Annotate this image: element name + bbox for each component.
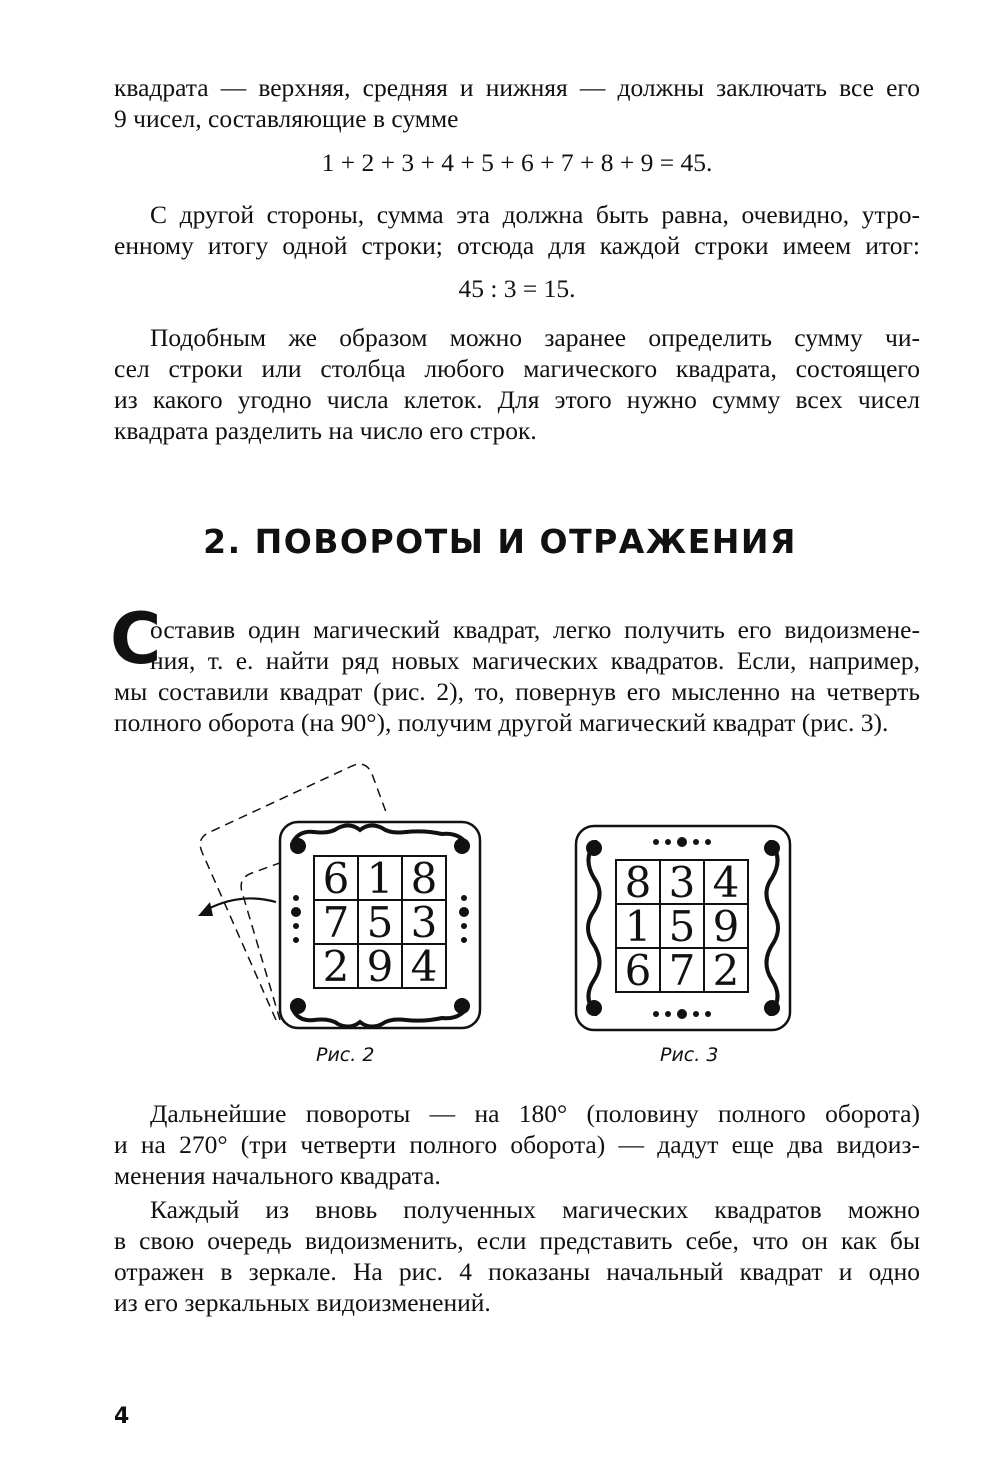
grid-digit: 8 bbox=[410, 854, 438, 903]
sum-formula: 1 + 2 + 3 + 4 + 5 + 6 + 7 + 8 + 9 = 45. bbox=[321, 148, 713, 177]
figure-2-caption: Рис. 2 bbox=[316, 1044, 375, 1066]
grid-digit: 9 bbox=[712, 902, 740, 951]
division-formula: 45 : 3 = 15. bbox=[458, 274, 576, 303]
text-line: из его зеркальных видоизменений. bbox=[114, 1288, 491, 1317]
grid-digit: 4 bbox=[712, 858, 740, 907]
intro-paragraph bbox=[114, 72, 920, 134]
grid-digit: 7 bbox=[322, 898, 350, 947]
paragraph-reflections bbox=[114, 1194, 920, 1318]
text-line: оставив один магический квадрат, легко получить его видоизмене- bbox=[150, 615, 920, 644]
section-paragraph bbox=[114, 676, 920, 738]
grid-digit: 5 bbox=[366, 898, 394, 947]
grid-digit: 7 bbox=[668, 946, 696, 995]
text-line: в свою очередь видоизменить, если представить себе, что он как бы bbox=[114, 1226, 920, 1255]
grid-digit: 2 bbox=[322, 942, 350, 991]
text-line: квадрата — верхняя, средняя и нижняя — должны заключать все его bbox=[114, 73, 920, 102]
rotation-arrow bbox=[206, 898, 276, 910]
paragraph-rotations bbox=[114, 1098, 920, 1191]
grid-digit: 6 bbox=[624, 946, 652, 995]
section-heading: 2. ПОВОРОТЫ И ОТРАЖЕНИЯ bbox=[203, 522, 797, 561]
grid-digit: 4 bbox=[410, 942, 438, 991]
text-line: и на 270° (три четверти полного оборота) — дадут еще два видоиз- bbox=[114, 1130, 920, 1159]
grid-digit: 8 bbox=[624, 858, 652, 907]
figure-3-magic-square bbox=[570, 818, 796, 1034]
grid-digit: 1 bbox=[624, 902, 652, 951]
grid-digit: 1 bbox=[366, 854, 394, 903]
text-line: Дальнейшие повороты — на 180° (половину полного оборота) bbox=[150, 1099, 920, 1128]
text-line: ния, т. е. найти ряд новых магических квадратов. Если, например, bbox=[150, 646, 920, 675]
text-line: Подобным же образом можно заранее определить сумму чи- bbox=[150, 323, 920, 352]
grid-digit: 6 bbox=[322, 854, 350, 903]
text-line: из какого угодно числа клеток. Для этого нужно сумму всех чисел bbox=[114, 385, 920, 414]
text-line: С другой стороны, сумма эта должна быть равна, очевидно, утро- bbox=[150, 200, 920, 229]
grid-digit: 5 bbox=[668, 902, 696, 951]
grid-digit: 3 bbox=[668, 858, 696, 907]
figure-2-magic-square bbox=[180, 752, 500, 1042]
square-grid bbox=[314, 854, 446, 991]
text-line: мы составили квадрат (рис. 2), то, повернув его мысленно на четверть bbox=[114, 677, 920, 706]
text-line: менения начального квадрата. bbox=[114, 1161, 441, 1190]
text-line: полного оборота (на 90°), получим другой магический квадрат (рис. 3). bbox=[114, 708, 889, 737]
text-line: отражен в зеркале. На рис. 4 показаны начальный квадрат и одно bbox=[114, 1257, 920, 1286]
paragraph-3 bbox=[114, 322, 920, 446]
text-line: Каждый из вновь полученных магических квадратов можно bbox=[150, 1195, 920, 1224]
drop-cap: С bbox=[110, 598, 162, 680]
grid-digit: 2 bbox=[712, 946, 740, 995]
figure-3-caption: Рис. 3 bbox=[660, 1044, 719, 1066]
text-line: квадрата разделить на число его строк. bbox=[114, 416, 537, 445]
page-number: 4 bbox=[114, 1404, 130, 1429]
paragraph-2 bbox=[114, 199, 920, 261]
square-grid bbox=[616, 858, 748, 995]
grid-digit: 3 bbox=[410, 898, 438, 947]
text-line: 9 чисел, составляющие в сумме bbox=[114, 104, 459, 133]
text-line: енному итогу одной строки; отсюда для каждой строки имеем итог: bbox=[114, 231, 920, 260]
grid-digit: 9 bbox=[366, 942, 394, 991]
text-line: сел строки или столбца любого магического квадрата, состоящего bbox=[114, 354, 920, 383]
